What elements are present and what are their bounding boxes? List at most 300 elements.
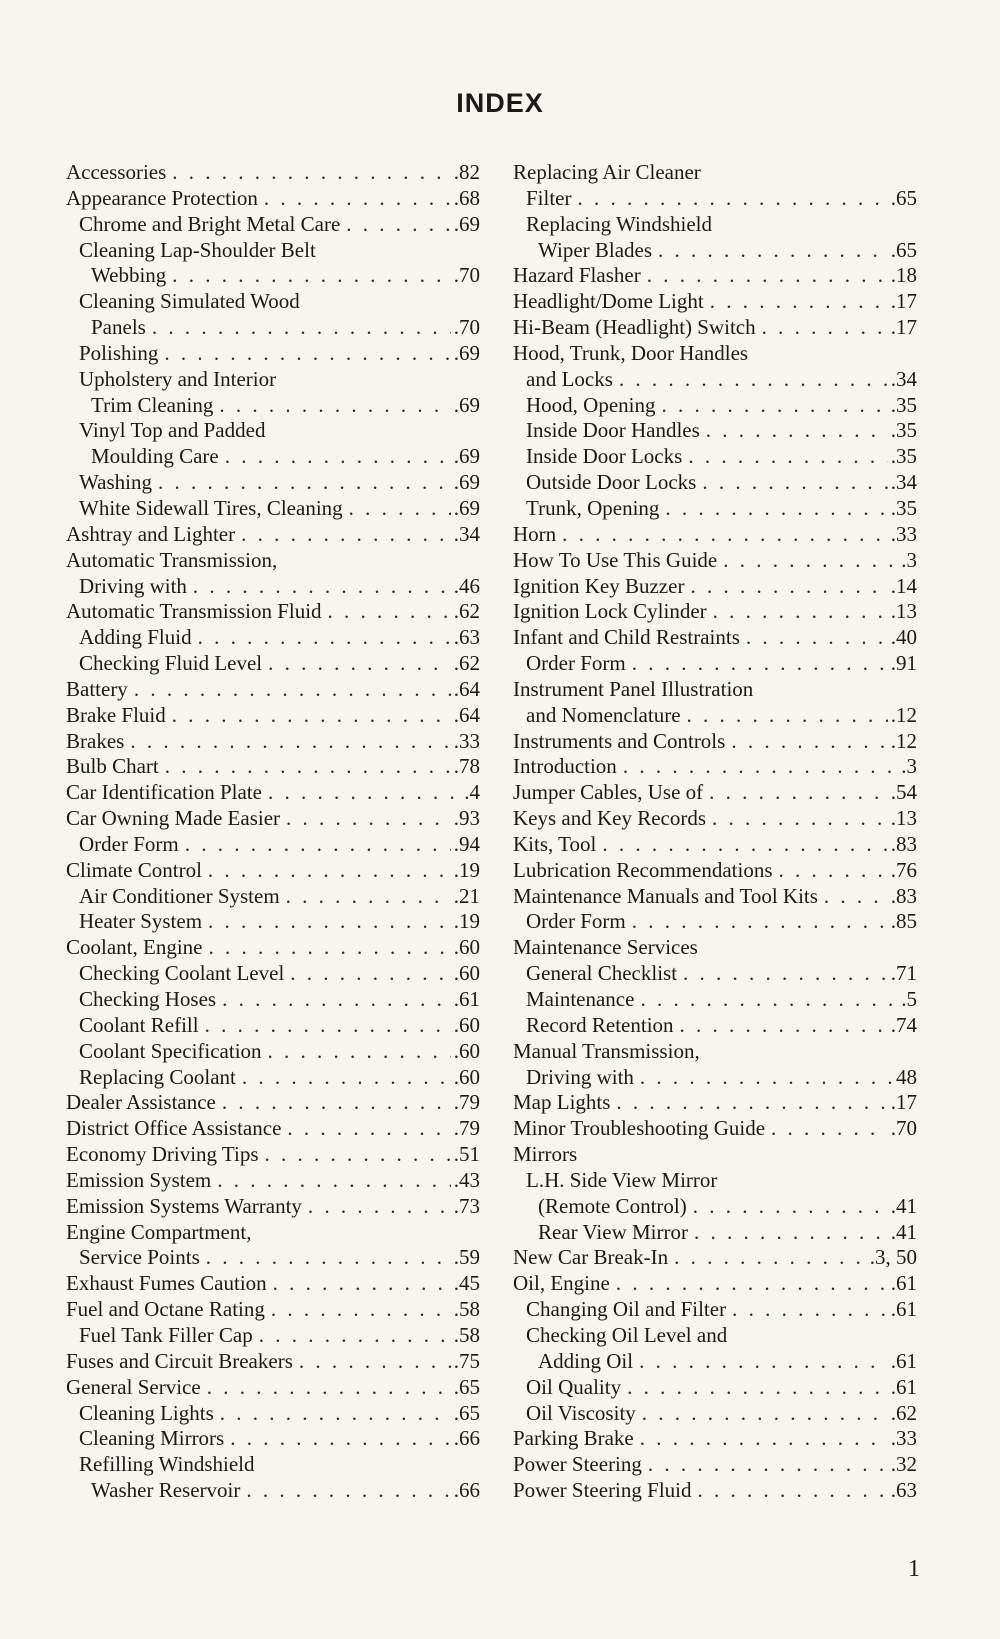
index-entry-page: .35 (890, 418, 917, 443)
index-entry (513, 884, 917, 910)
dot-leader (242, 1065, 451, 1091)
index-entry (66, 754, 480, 780)
index-entry-text: Ignition Key Buzzer (513, 573, 685, 598)
index-entry-page: .46 (453, 573, 480, 598)
dot-leader (299, 1349, 451, 1375)
index-entry-text: Oil Quality (526, 1374, 622, 1399)
index-entry-page: .3, 50 (869, 1245, 917, 1270)
dot-leader (207, 1375, 451, 1401)
dot-leader (219, 393, 450, 419)
index-entry-page: .69 (453, 211, 480, 236)
index-entry (513, 1090, 917, 1116)
index-entry-page: .40 (890, 625, 917, 650)
index-entry (66, 677, 480, 703)
index-entry-text: Checking Oil Level and (526, 1322, 728, 1347)
index-entry-page: .54 (890, 780, 917, 805)
index-entry (513, 677, 917, 703)
index-entry (513, 263, 917, 289)
index-entry-page: .76 (890, 857, 917, 882)
index-entry-page: .62 (453, 651, 480, 676)
index-entry-page: .69 (453, 444, 480, 469)
index-entry-page: .58 (453, 1297, 480, 1322)
index-entry (66, 599, 480, 625)
index-entry-page: .94 (453, 831, 480, 856)
dot-leader (208, 858, 451, 884)
index-entry-page: .19 (453, 909, 480, 934)
index-entry-page: .34 (890, 470, 917, 495)
dot-leader (712, 806, 888, 832)
index-entry-text: Replacing Coolant (79, 1064, 236, 1089)
index-entry (66, 987, 480, 1013)
index-entry (66, 1323, 480, 1349)
index-entry-page: .35 (890, 495, 917, 520)
dot-leader (640, 987, 898, 1013)
index-entry-text: Oil, Engine (513, 1271, 610, 1296)
index-entry-page: .65 (890, 185, 917, 210)
index-entry-page: .79 (453, 1090, 480, 1115)
dot-leader (674, 1245, 867, 1271)
dot-leader (346, 212, 450, 238)
index-entry (66, 1401, 480, 1427)
index-entry-page: .34 (453, 521, 480, 546)
index-entry (513, 1452, 917, 1478)
index-entry-text: Cleaning Simulated Wood (79, 289, 300, 314)
index-entry-page: .71 (890, 961, 917, 986)
index-entry-text: Engine Compartment, (66, 1219, 252, 1244)
index-entry (513, 1375, 917, 1401)
index-entry-text: Driving with (526, 1064, 634, 1089)
index-entry-text: Chrome and Bright Metal Care (79, 211, 341, 236)
dot-leader (208, 935, 450, 961)
index-entry (513, 1349, 917, 1375)
index-entry (513, 1323, 917, 1349)
index-entry-text: Headlight/Dome Light (513, 289, 704, 314)
index-entry-text: Checking Hoses (79, 987, 217, 1011)
dot-leader (273, 1271, 451, 1297)
dot-leader (206, 1245, 451, 1271)
index-entry-page: .73 (453, 1193, 480, 1218)
index-entry-text: Wiper Blades (538, 237, 653, 262)
index-entry-page: .65 (453, 1400, 480, 1425)
index-entry-text: Exhaust Fumes Caution (66, 1271, 267, 1296)
index-entry-text: Ignition Lock Cylinder (513, 599, 707, 624)
index-entry-text: Adding Fluid (79, 625, 192, 650)
index-entry (513, 1426, 917, 1452)
dot-leader (193, 574, 451, 600)
index-entry-text: Automatic Transmission, (66, 547, 278, 572)
index-entry (66, 1297, 480, 1323)
index-entry-page: .75 (453, 1348, 480, 1373)
index-entry-text: Checking Coolant Level (79, 961, 285, 986)
index-entry-text: Battery (66, 676, 128, 701)
index-entry-page: .4 (464, 780, 480, 805)
index-entry-page: .35 (890, 392, 917, 417)
index-entry-page: .13 (890, 599, 917, 624)
index-entry-text: Hazard Flasher (513, 263, 641, 288)
index-entry-text: Power Steering Fluid (513, 1478, 692, 1503)
dot-leader (687, 703, 888, 729)
dot-leader (693, 1194, 888, 1220)
index-entry (513, 289, 917, 315)
index-entry-text: Car Owning Made Easier (66, 806, 281, 831)
index-entry-text: Hi-Beam (Headlight) Switch (513, 315, 756, 340)
dot-leader (268, 651, 451, 677)
index-entry (66, 1194, 480, 1220)
index-entry-text: Driving with (79, 573, 187, 598)
index-entry-page: .17 (890, 289, 917, 314)
index-entry (513, 1168, 917, 1194)
dot-leader (688, 444, 887, 470)
index-entry-page: .12 (890, 702, 917, 727)
dot-leader (723, 548, 898, 574)
index-entry-text: Kits, Tool (513, 831, 597, 856)
index-entry (66, 263, 480, 289)
index-entry (513, 186, 917, 212)
index-entry (513, 238, 917, 264)
dot-leader (602, 832, 887, 858)
dot-leader (185, 832, 451, 858)
index-entry-text: Instruments and Controls (513, 728, 726, 753)
dot-leader (632, 651, 888, 677)
dot-leader (130, 729, 450, 755)
index-entry (66, 729, 480, 755)
index-entry (66, 961, 480, 987)
index-entry (513, 1142, 917, 1168)
index-entry-page: .32 (890, 1452, 917, 1477)
index-entry-text: White Sidewall Tires, Cleaning (79, 495, 343, 520)
index-entry-text: Introduction (513, 754, 617, 779)
index-entry-text: How To Use This Guide (513, 547, 718, 572)
index-entry-page: .33 (890, 521, 917, 546)
dot-leader (172, 160, 450, 186)
index-entry-page: .68 (453, 185, 480, 210)
index-entry-text: Accessories (66, 160, 167, 184)
index-entry (513, 729, 917, 755)
index-entry (513, 1245, 917, 1271)
index-entry (66, 470, 480, 496)
index-entry (513, 444, 917, 470)
index-entry-text: Fuel and Octane Rating (66, 1297, 265, 1322)
index-entry-page: 48 (896, 1064, 917, 1089)
index-entry-text: Fuel Tank Filler Cap (79, 1322, 253, 1347)
index-entry-text: Coolant Specification (79, 1038, 262, 1063)
index-entry-page: .61 (890, 1271, 917, 1296)
index-entry-text: Order Form (79, 831, 179, 856)
dot-leader (639, 1349, 888, 1375)
index-entry-text: Power Steering (513, 1452, 642, 1477)
index-entry-page: .93 (453, 806, 480, 831)
dot-leader (694, 1220, 888, 1246)
index-entry-text: Appearance Protection (66, 185, 258, 210)
index-entry-page: .69 (453, 470, 480, 495)
dot-leader (640, 1426, 888, 1452)
index-entry-text: Minor Troubleshooting Guide (513, 1116, 766, 1141)
index-entry (66, 393, 480, 419)
index-entry (513, 367, 917, 393)
dot-leader (286, 884, 451, 910)
index-entry (66, 625, 480, 651)
index-entry (66, 651, 480, 677)
index-entry-page: .63 (890, 1478, 917, 1503)
index-entry-text: L.H. Side View Mirror (526, 1167, 718, 1192)
index-entry-page: .5 (901, 987, 917, 1011)
dot-leader (562, 522, 888, 548)
index-entry-page: .63 (453, 625, 480, 650)
index-entry-text: Jumper Cables, Use of (513, 780, 704, 805)
index-entry (66, 315, 480, 341)
dot-leader (771, 1116, 888, 1142)
index-entry-text: Vinyl Top and Padded (79, 418, 266, 443)
index-entry-text: Maintenance Manuals and Tool Kits (513, 883, 818, 908)
index-entry (513, 858, 917, 884)
index-entry-text: and Locks (526, 366, 613, 391)
index-entry-text: Climate Control (66, 857, 202, 882)
dot-leader (616, 1090, 887, 1116)
dot-leader (779, 858, 888, 884)
index-entry-page: .61 (890, 1374, 917, 1399)
dot-leader (683, 961, 888, 987)
index-entry (66, 574, 480, 600)
index-entry-page: .91 (890, 651, 917, 676)
index-entry-page: .60 (453, 961, 480, 986)
index-entry-text: Keys and Key Records (513, 806, 707, 831)
index-entry-page: .82 (453, 160, 480, 184)
index-entry (513, 832, 917, 858)
index-entry-text: Mirrors (513, 1142, 578, 1167)
index-entry-text: Hood, Opening (526, 392, 656, 417)
index-entry (513, 1297, 917, 1323)
dot-leader (698, 1478, 888, 1504)
dot-leader (349, 496, 451, 522)
index-entry (513, 393, 917, 419)
index-entry-page: .69 (453, 495, 480, 520)
index-entry-page: .41 (890, 1219, 917, 1244)
dot-leader (623, 754, 898, 780)
dot-leader (222, 987, 451, 1013)
index-entry (66, 832, 480, 858)
index-entry-page: .45 (453, 1271, 480, 1296)
index-entry (66, 703, 480, 729)
index-entry (513, 1271, 917, 1297)
index-entry-page: .64 (453, 676, 480, 701)
index-entry-page: .65 (453, 1374, 480, 1399)
dot-leader (246, 1478, 450, 1504)
dot-leader (225, 444, 451, 470)
index-entry (513, 160, 917, 186)
index-entry (513, 470, 917, 496)
index-entry (513, 987, 917, 1013)
index-entry-text: Infant and Child Restraints (513, 625, 740, 650)
dot-leader (222, 1090, 451, 1116)
dot-leader (264, 186, 451, 212)
index-entry-text: Bulb Chart (66, 754, 159, 779)
index-entry-text: Rear View Mirror (538, 1219, 688, 1244)
index-entry-text: Manual Transmission, (513, 1038, 700, 1063)
index-entry (66, 1375, 480, 1401)
index-entry (66, 1168, 480, 1194)
index-entry-text: Moulding Care (91, 444, 219, 469)
index-entry (513, 315, 917, 341)
index-entry (66, 909, 480, 935)
index-entry (513, 574, 917, 600)
dot-leader (172, 703, 451, 729)
index-entry (513, 1194, 917, 1220)
index-entry-text: Inside Door Handles (526, 418, 700, 443)
index-entry (66, 1090, 480, 1116)
index-entry-page: .14 (890, 573, 917, 598)
dot-leader (198, 625, 451, 651)
index-entry-page: .3 (901, 754, 917, 779)
index-entry-page: .60 (453, 935, 480, 960)
index-entry (513, 418, 917, 444)
index-entry (513, 1220, 917, 1246)
index-entry-page: .34 (890, 366, 917, 391)
index-entry-text: Brakes (66, 728, 125, 753)
dot-leader (271, 1297, 451, 1323)
index-entry (66, 1142, 480, 1168)
index-entry-page: .17 (890, 315, 917, 340)
dot-leader (217, 1168, 450, 1194)
index-entry-page: .66 (453, 1426, 480, 1451)
index-entry-page: .69 (453, 340, 480, 365)
index-entry-text: Panels (91, 315, 146, 340)
index-entry (66, 1065, 480, 1091)
index-entry (513, 651, 917, 677)
index-entry-page: .58 (453, 1322, 480, 1347)
index-entry-text: Replacing Windshield (526, 211, 712, 236)
index-entry-page: .62 (890, 1400, 917, 1425)
dot-leader (680, 1013, 888, 1039)
dot-leader (152, 315, 451, 341)
index-entry (66, 1349, 480, 1375)
index-entry-text: (Remote Control) (538, 1193, 687, 1218)
index-entry (513, 548, 917, 574)
index-entry-text: Upholstery and Interior (79, 366, 277, 391)
index-entry-text: Oil Viscosity (526, 1400, 636, 1425)
index-entry (66, 160, 480, 186)
index-entry-text: Coolant, Engine (66, 935, 203, 960)
index-entry-page: .12 (890, 728, 917, 753)
index-entry-text: Car Identification Plate (66, 780, 262, 805)
dot-leader (578, 186, 888, 212)
index-entry-page: .85 (890, 909, 917, 934)
index-entry (66, 1220, 480, 1246)
index-entry-text: Lubrication Recommendations (513, 857, 773, 882)
index-entry (66, 884, 480, 910)
index-entry (513, 341, 917, 367)
index-entry-page: .79 (453, 1116, 480, 1141)
dot-leader (328, 599, 451, 625)
dot-leader (268, 1039, 451, 1065)
index-entry (66, 1271, 480, 1297)
index-entry (66, 1116, 480, 1142)
index-entry-text: General Service (66, 1374, 201, 1399)
index-entry (66, 1426, 480, 1452)
index-entry-text: Outside Door Locks (526, 470, 697, 495)
index-entry-text: Adding Oil (538, 1348, 634, 1373)
dot-leader (648, 1452, 888, 1478)
index-entry-text: Inside Door Locks (526, 444, 683, 469)
index-entry (513, 1478, 917, 1504)
dot-leader (241, 522, 451, 548)
index-entry-text: District Office Assistance (66, 1116, 282, 1141)
index-entry (66, 212, 480, 238)
index-entry-text: Checking Fluid Level (79, 651, 263, 676)
dot-leader (220, 1401, 451, 1427)
page-title: INDEX (456, 88, 544, 118)
dot-leader (690, 574, 887, 600)
index-entry (513, 599, 917, 625)
index-entry-text: Maintenance Services (513, 935, 698, 960)
index-entry-page: .60 (453, 1038, 480, 1063)
index-entry (66, 289, 480, 315)
index-entry-page: .60 (453, 1064, 480, 1089)
dot-leader (134, 677, 451, 703)
index-entry (513, 496, 917, 522)
index-entry-page: .66 (453, 1478, 480, 1503)
index-entry-page: .51 (453, 1142, 480, 1167)
index-entry-text: Instrument Panel Illustration (513, 676, 754, 701)
index-entry-text: and Nomenclature (526, 702, 681, 727)
index-entry-text: Polishing (79, 340, 159, 365)
index-entry-text: Order Form (526, 909, 626, 934)
index-entry-text: Replacing Air Cleaner (513, 160, 701, 184)
index-entry (513, 935, 917, 961)
index-entry-page: .43 (453, 1167, 480, 1192)
index-entry-page: .41 (890, 1193, 917, 1218)
index-entry-text: Trim Cleaning (91, 392, 214, 417)
index-entry-text: Maintenance (526, 987, 635, 1011)
index-entry (66, 1039, 480, 1065)
index-entry-text: Record Retention (526, 1012, 674, 1037)
index-entry-text: Emission System (66, 1167, 212, 1192)
index-entry (513, 212, 917, 238)
index-entry-text: Map Lights (513, 1090, 611, 1115)
index-entry (513, 961, 917, 987)
dot-leader (165, 754, 451, 780)
index-entry-page: .70 (890, 1116, 917, 1141)
index-entry (66, 444, 480, 470)
dot-leader (746, 625, 888, 651)
dot-leader (265, 1142, 451, 1168)
index-entry-text: Trunk, Opening (526, 495, 660, 520)
index-entry (66, 1245, 480, 1271)
index-entry-text: Horn (513, 521, 557, 546)
index-entry (66, 1013, 480, 1039)
index-entry-text: Refilling Windshield (79, 1452, 255, 1477)
dot-leader (710, 289, 888, 315)
dot-leader (205, 1013, 451, 1039)
index-entry-text: Air Conditioner System (79, 883, 280, 908)
index-entry-text: Cleaning Lap-Shoulder Belt (79, 237, 316, 262)
dot-leader (619, 367, 888, 393)
dot-leader (713, 599, 888, 625)
dot-leader (709, 780, 888, 806)
index-entry-text: Fuses and Circuit Breakers (66, 1348, 293, 1373)
index-entry-page: .13 (890, 806, 917, 831)
dot-leader (259, 1323, 451, 1349)
index-entry (513, 1401, 917, 1427)
page-number: 1 (908, 1556, 920, 1582)
dot-leader (290, 961, 450, 987)
dot-leader (286, 806, 451, 832)
dot-leader (642, 1401, 888, 1427)
dot-leader (164, 341, 450, 367)
index-entry-text: Coolant Refill (79, 1012, 199, 1037)
index-entry-page: .70 (453, 263, 480, 288)
index-entry-page: .17 (890, 1090, 917, 1115)
index-entry (66, 522, 480, 548)
